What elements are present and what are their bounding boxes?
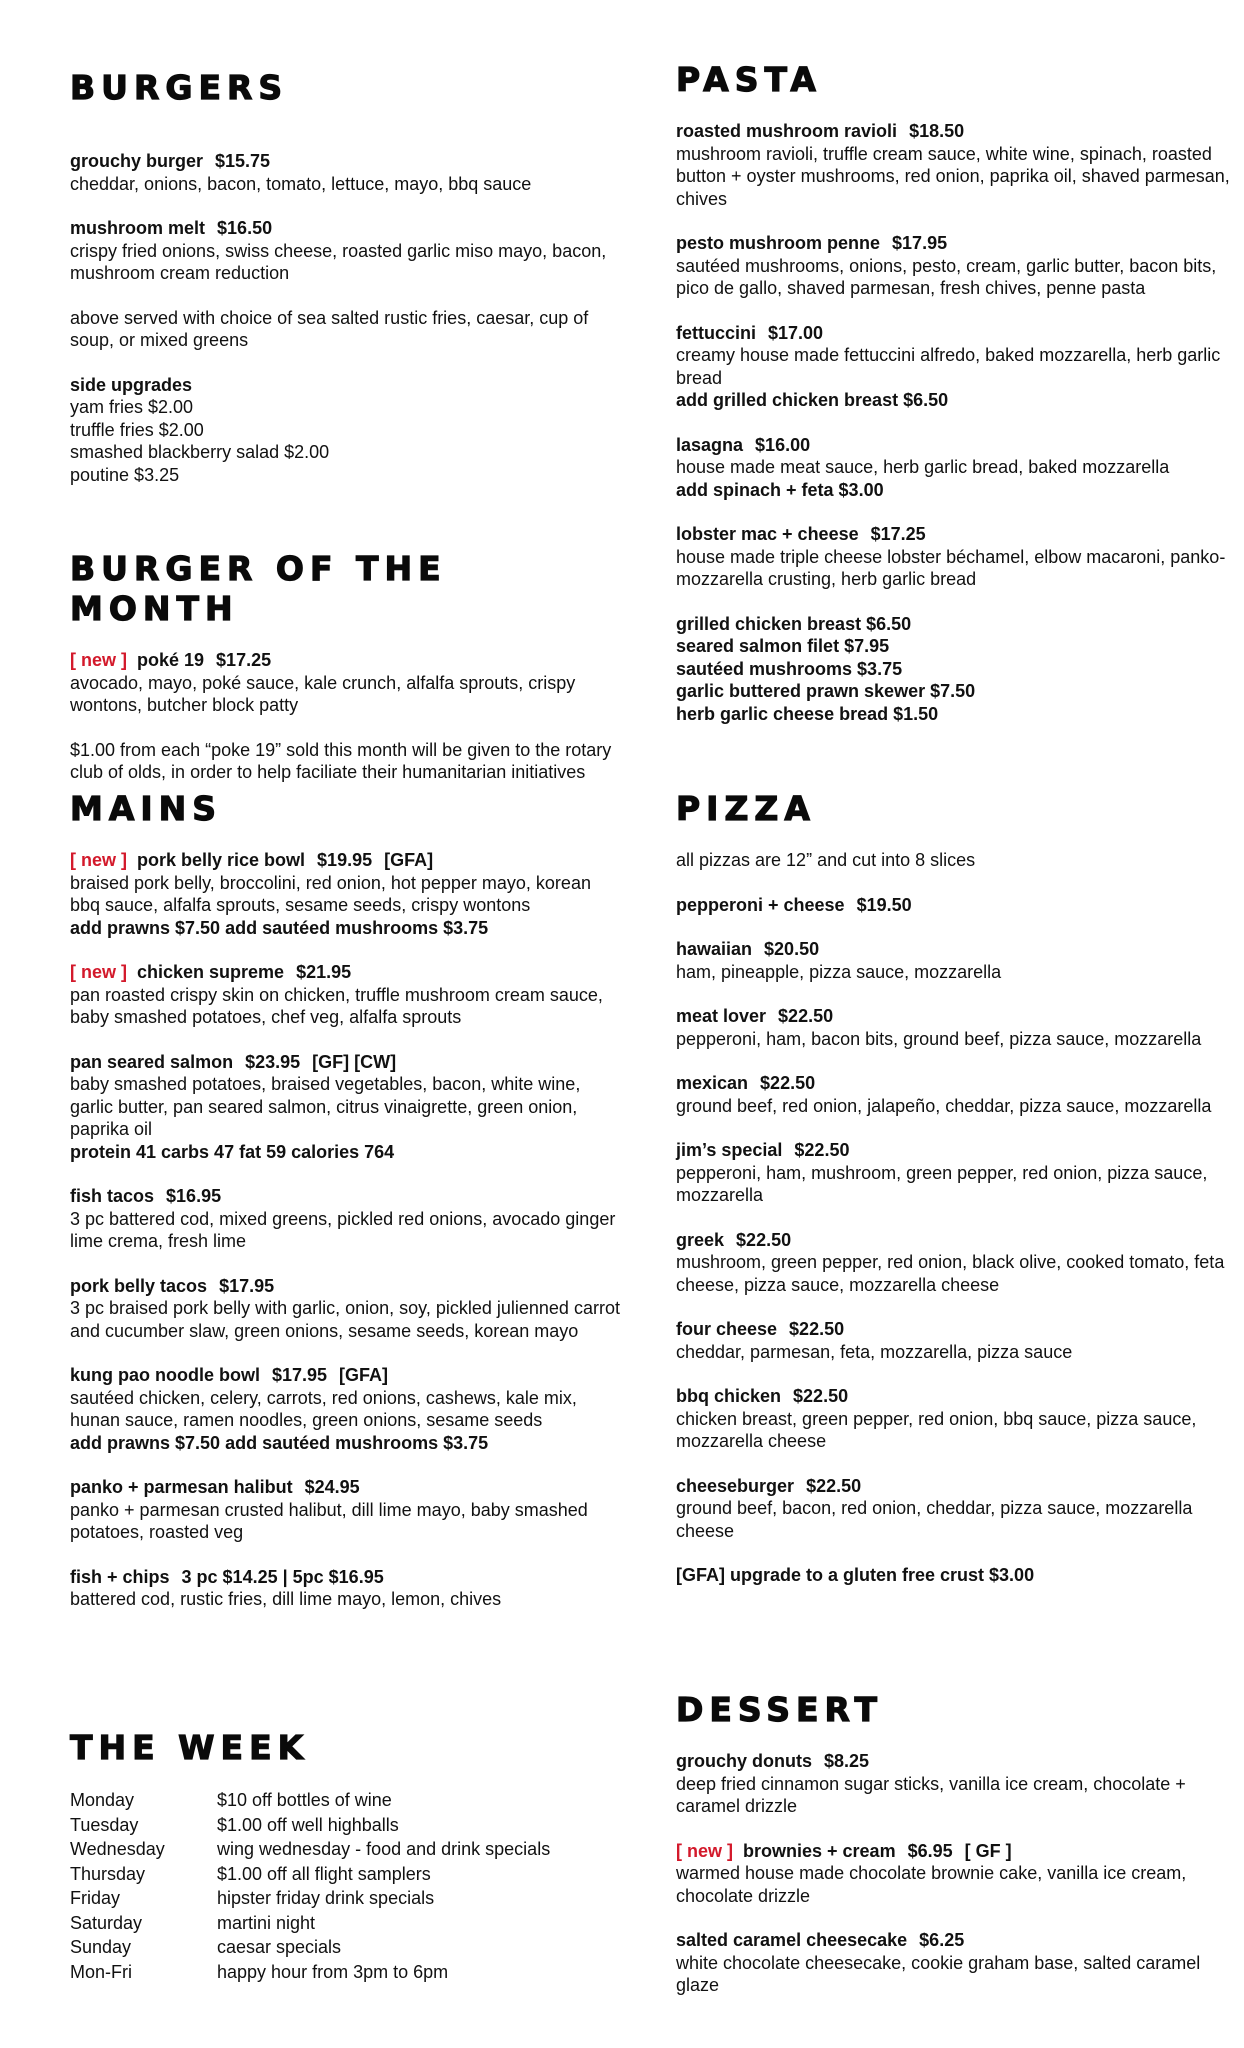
item-name: mushroom melt — [70, 218, 206, 238]
week-special: happy hour from 3pm to 6pm — [217, 1961, 449, 1982]
week-row — [70, 1862, 625, 1887]
item-name: lasagna — [676, 434, 744, 455]
menu-item — [70, 150, 625, 195]
item-price: $22.50 — [760, 1073, 816, 1093]
week-row — [70, 1911, 625, 1936]
menu-item — [676, 1750, 1231, 1818]
item-price: 3 pc $14.25 | 5pc $16.95 — [181, 1566, 384, 1587]
item-name: cheeseburger — [676, 1475, 795, 1496]
item-desc: cheddar, onions, bacon, tomato, lettuce, mayo, bbq sauce — [70, 173, 532, 194]
new-badge: [ new ] — [70, 850, 127, 870]
item-name: four cheese — [676, 1319, 778, 1339]
dessert-section — [676, 1690, 1231, 2019]
week-heading: THE WEEK — [70, 1728, 310, 1767]
menu-item — [676, 523, 1231, 591]
item-desc: avocado, mayo, poké sauce, kale crunch, alfalfa sprouts, crispy wontons, butcher block patty — [70, 672, 576, 715]
addon-line: herb garlic cheese bread $1.50 — [676, 703, 939, 724]
item-price: $22.50 — [794, 1140, 850, 1160]
week-day: Tuesday — [70, 1814, 139, 1835]
menu-item — [676, 1318, 1231, 1363]
item-desc: ground beef, bacon, red onion, cheddar, pizza sauce, mozzarella cheese — [676, 1498, 1193, 1541]
week-special: wing wednesday - food and drink specials — [217, 1839, 551, 1859]
item-name: poké 19 — [137, 650, 205, 670]
item-extra: add prawns $7.50 add sautéed mushrooms $3.75 — [70, 917, 489, 938]
item-price: $16.95 — [166, 1186, 222, 1206]
new-badge: [ new ] — [70, 650, 127, 670]
week-day: Friday — [70, 1888, 121, 1908]
item-price: $22.50 — [778, 1006, 834, 1026]
menu-item — [70, 1185, 625, 1253]
week-row — [70, 1886, 625, 1911]
addon-line: garlic buttered prawn skewer $7.50 — [676, 681, 976, 701]
menu-item — [70, 649, 625, 717]
burgers-heading: BURGERS — [70, 68, 289, 107]
item-price: $18.50 — [909, 121, 965, 141]
burger-month-heading: BURGER OF THE MONTH — [70, 549, 447, 628]
item-flags: [GFA] — [339, 1365, 389, 1385]
week-section — [70, 1728, 625, 1984]
menu-item — [70, 1476, 625, 1544]
item-name: chicken supreme — [137, 962, 285, 982]
week-special: $1.00 off all flight samplers — [217, 1863, 431, 1884]
item-price: $6.25 — [919, 1930, 965, 1950]
upgrade-line: smashed blackberry salad $2.00 — [70, 442, 330, 462]
item-extra: add spinach + feta $3.00 — [676, 479, 884, 500]
item-price: $17.00 — [768, 322, 824, 343]
item-price: $23.95 — [245, 1051, 301, 1072]
item-name: hawaiian — [676, 939, 753, 959]
upgrades-title: side upgrades — [70, 374, 193, 395]
menu-item — [70, 849, 625, 939]
upgrade-line: truffle fries $2.00 — [70, 419, 204, 440]
upgrade-line: poutine $3.25 — [70, 464, 180, 485]
menu-item — [676, 232, 1231, 300]
item-name: lobster mac + cheese — [676, 524, 859, 544]
menu-item — [70, 1051, 625, 1164]
week-special: hipster friday drink specials — [217, 1888, 435, 1908]
new-badge: [ new ] — [70, 962, 127, 982]
menu-item — [676, 1840, 1231, 1908]
item-desc: braised pork belly, broccolini, red onion, hot pepper mayo, korean bbq sauce, alfalfa sprouts, sesame seeds, crispy wontons — [70, 872, 591, 915]
item-price: $17.25 — [216, 650, 272, 670]
item-extra: protein 41 carbs 47 fat 59 calories 764 — [70, 1141, 395, 1162]
item-extra: add prawns $7.50 add sautéed mushrooms $3.75 — [70, 1432, 489, 1453]
item-desc: white chocolate cheesecake, cookie graham base, salted caramel glaze — [676, 1952, 1201, 1995]
item-name: kung pao noodle bowl — [70, 1365, 260, 1385]
item-price: $19.50 — [856, 894, 912, 915]
item-price: $17.95 — [892, 233, 948, 253]
pizza-section — [676, 789, 1231, 1609]
item-flags: [ GF ] — [964, 1840, 1012, 1861]
item-desc: sautéed mushrooms, onions, pesto, cream, garlic butter, bacon bits, pico de gallo, shaved parmesan, fresh chives, penne pasta — [676, 255, 1217, 298]
menu-item — [70, 1566, 625, 1611]
menu-item — [676, 1229, 1231, 1297]
item-desc: panko + parmesan crusted halibut, dill lime mayo, baby smashed potatoes, roasted veg — [70, 1499, 588, 1542]
item-price: $6.95 — [907, 1840, 953, 1861]
item-name: bbq chicken — [676, 1386, 782, 1406]
week-table — [70, 1788, 625, 1984]
item-price: $22.50 — [806, 1475, 862, 1496]
menu-item — [676, 1072, 1231, 1117]
menu-item — [70, 1364, 625, 1454]
item-price: $22.50 — [793, 1386, 849, 1406]
addon-line: sautéed mushrooms $3.75 — [676, 658, 903, 679]
menu-item — [676, 322, 1231, 412]
item-desc: creamy house made fettuccini alfredo, baked mozzarella, herb garlic bread — [676, 345, 1221, 388]
gf-note: [GFA] upgrade to a gluten free crust $3.00 — [676, 1565, 1035, 1585]
week-day: Sunday — [70, 1937, 132, 1957]
item-name: fettuccini — [676, 322, 757, 343]
item-name: mexican — [676, 1073, 749, 1093]
item-desc: mushroom ravioli, truffle cream sauce, white wine, spinach, roasted button + oyster mushrooms, red onion, paprika oil, shaved parmesan, chives — [676, 143, 1230, 209]
item-name: roasted mushroom ravioli — [676, 121, 898, 141]
item-price: $17.25 — [870, 524, 926, 544]
item-price: $17.95 — [219, 1275, 275, 1296]
item-price: $20.50 — [764, 939, 820, 959]
menu-item — [676, 434, 1231, 502]
menu-item — [676, 938, 1231, 983]
item-desc: pepperoni, ham, bacon bits, ground beef, pizza sauce, mozzarella — [676, 1028, 1202, 1049]
item-price: $22.50 — [736, 1229, 792, 1250]
week-row — [70, 1960, 625, 1985]
item-name: panko + parmesan halibut — [70, 1477, 293, 1497]
item-desc: deep fried cinnamon sugar sticks, vanilla ice cream, chocolate + caramel drizzle — [676, 1773, 1186, 1816]
addon-line: grilled chicken breast $6.50 — [676, 613, 912, 634]
menu-item — [676, 1005, 1231, 1050]
item-price: $19.95 — [317, 850, 373, 870]
menu-note: above served with choice of sea salted rustic fries, caesar, cup of soup, or mixed greens — [70, 307, 589, 350]
item-name: fish tacos — [70, 1186, 155, 1206]
item-desc: sautéed chicken, celery, carrots, red onions, cashews, kale mix, hunan sauce, ramen noodles, green onions, sesame seeds — [70, 1387, 577, 1430]
week-special: $10 off bottles of wine — [217, 1790, 392, 1810]
item-desc: house made triple cheese lobster béchamel, elbow macaroni, panko-mozzarella crusting, herb garlic bread — [676, 546, 1226, 589]
item-name: brownies + cream — [743, 1840, 896, 1861]
week-special: caesar specials — [217, 1937, 342, 1957]
pasta-heading: PASTA — [676, 60, 822, 99]
item-name: greek — [676, 1229, 725, 1250]
new-badge: [ new ] — [676, 1840, 733, 1861]
pasta-addons — [676, 613, 1231, 726]
menu-item — [676, 120, 1231, 210]
item-name: grouchy burger — [70, 151, 204, 171]
pizza-intro: all pizzas are 12” and cut into 8 slices — [676, 850, 976, 870]
item-desc: ground beef, red onion, jalapeño, cheddar, pizza sauce, mozzarella — [676, 1095, 1212, 1116]
item-name: pan seared salmon — [70, 1051, 234, 1072]
week-special: $1.00 off well highballs — [217, 1814, 399, 1835]
item-name: pepperoni + cheese — [676, 894, 845, 915]
side-upgrades — [70, 374, 625, 487]
item-name: pesto mushroom penne — [676, 233, 881, 253]
item-extra: add grilled chicken breast $6.50 — [676, 390, 949, 410]
menu-item — [676, 1385, 1231, 1453]
burger-of-month-section — [70, 549, 625, 806]
item-desc: warmed house made chocolate brownie cake, vanilla ice cream, chocolate drizzle — [676, 1863, 1187, 1906]
menu-item — [70, 1275, 625, 1343]
week-row — [70, 1935, 625, 1960]
week-row — [70, 1837, 625, 1862]
menu-item — [70, 961, 625, 1029]
item-price: $16.50 — [217, 218, 273, 238]
upgrade-line: yam fries $2.00 — [70, 397, 194, 417]
item-desc: house made meat sauce, herb garlic bread, baked mozzarella — [676, 457, 1170, 477]
item-desc: ham, pineapple, pizza sauce, mozzarella — [676, 961, 1002, 982]
item-price: $17.95 — [271, 1365, 328, 1385]
mains-heading: MAINS — [70, 789, 223, 828]
menu-item — [676, 894, 1231, 917]
item-flags: [GF] [CW] — [312, 1051, 397, 1072]
week-day: Wednesday — [70, 1839, 165, 1859]
item-flags: [GFA] — [384, 850, 434, 870]
week-row — [70, 1788, 625, 1813]
item-price: $8.25 — [824, 1751, 870, 1771]
menu-item — [676, 1139, 1231, 1207]
item-name: grouchy donuts — [676, 1751, 812, 1771]
week-day: Monday — [70, 1790, 135, 1810]
pasta-section — [676, 60, 1231, 747]
item-desc: 3 pc battered cod, mixed greens, pickled red onions, avocado ginger lime crema, fresh lime — [70, 1208, 616, 1251]
menu-item — [676, 1929, 1231, 1997]
item-desc: chicken breast, green pepper, red onion, bbq sauce, pizza sauce, mozzarella cheese — [676, 1408, 1197, 1451]
item-desc: 3 pc braised pork belly with garlic, onion, soy, pickled julienned carrot and cucumber slaw, green onions, sesame seeds, korean mayo — [70, 1298, 620, 1341]
item-name: jim’s special — [676, 1140, 783, 1160]
item-desc: baby smashed potatoes, braised vegetables, bacon, white wine, garlic butter, pan seared salmon, citrus vinaigrette, green onion, paprika oil — [70, 1074, 581, 1139]
item-desc: battered cod, rustic fries, dill lime mayo, lemon, chives — [70, 1589, 502, 1609]
burgers-section — [70, 68, 625, 508]
menu-item — [70, 217, 625, 285]
item-name: pork belly tacos — [70, 1275, 208, 1296]
item-name: fish + chips — [70, 1566, 170, 1587]
item-name: salted caramel cheesecake — [676, 1930, 908, 1950]
menu-note: $1.00 from each “poke 19” sold this month will be given to the rotary club of olds, in order to help faciliate their humanitarian initiatives — [70, 739, 612, 782]
item-name: pork belly rice bowl — [137, 850, 306, 870]
item-desc: cheddar, parmesan, feta, mozzarella, pizza sauce — [676, 1341, 1073, 1362]
item-price: $22.50 — [789, 1319, 845, 1339]
item-price: $24.95 — [304, 1477, 360, 1497]
item-desc: crispy fried onions, swiss cheese, roasted garlic miso mayo, bacon, mushroom cream reduction — [70, 240, 607, 283]
week-day: Saturday — [70, 1912, 143, 1933]
week-day: Thursday — [70, 1863, 146, 1884]
week-day: Mon-Fri — [70, 1961, 132, 1982]
item-desc: pepperoni, ham, mushroom, green pepper, red onion, pizza sauce, mozzarella — [676, 1162, 1208, 1205]
dessert-heading: DESSERT — [676, 1690, 883, 1729]
item-desc: mushroom, green pepper, red onion, black olive, cooked tomato, feta cheese, pizza sauce, mozzarella cheese — [676, 1252, 1225, 1295]
item-name: meat lover — [676, 1006, 767, 1026]
mains-section — [70, 789, 625, 1633]
pizza-heading: PIZZA — [676, 789, 816, 828]
week-special: martini night — [217, 1912, 316, 1933]
item-price: $15.75 — [215, 151, 271, 171]
item-price: $21.95 — [296, 962, 352, 982]
addon-line: seared salmon filet $7.95 — [676, 636, 890, 656]
item-desc: pan roasted crispy skin on chicken, truffle mushroom cream sauce, baby smashed potatoes, chef veg, alfalfa sprouts — [70, 984, 603, 1027]
menu-item — [676, 1475, 1231, 1543]
item-price: $16.00 — [755, 434, 811, 455]
week-row — [70, 1813, 625, 1838]
